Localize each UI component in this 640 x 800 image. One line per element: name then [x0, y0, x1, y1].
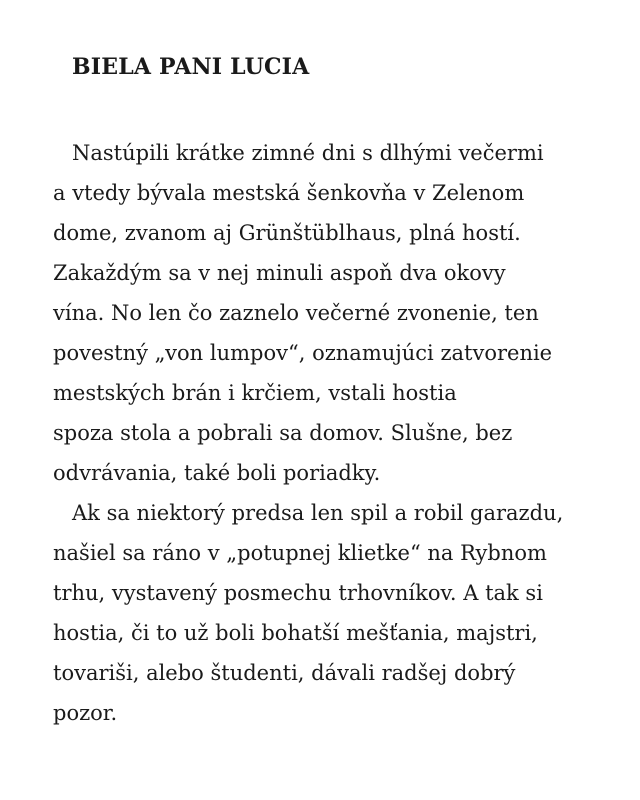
- text-line: Ak sa niektorý predsa len spil a robil garazdu,: [72, 501, 564, 525]
- text-line: a vtedy bývala mestská šenkovňa v Zelenom: [53, 181, 525, 205]
- text-line: Zakaždým sa v nej minuli aspoň dva okovy: [53, 261, 506, 285]
- paragraph-2: [53, 493, 613, 733]
- text-line: Nastúpili krátke zimné dni s dlhými večermi: [72, 141, 544, 165]
- text-line: hostia, či to už boli bohatší mešťania, majstri,: [53, 621, 538, 645]
- text-line: spoza stola a pobrali sa domov. Slušne, bez: [53, 421, 513, 445]
- text-line: odvrávania, také boli poriadky.: [53, 461, 381, 485]
- text-line: trhu, vystavený posmechu trhovníkov. A tak si: [53, 581, 543, 605]
- chapter-title: BIELA PANI LUCIA: [72, 54, 310, 80]
- text-line: dome, zvanom aj Grünštüblhaus, plná hostí.: [53, 221, 521, 245]
- text-line: tovariši, alebo študenti, dávali radšej dobrý: [53, 661, 516, 685]
- text-line: povestný „von lumpov“, oznamujúci zatvorenie: [53, 341, 553, 365]
- text-line: pozor.: [53, 701, 118, 725]
- text-line: vína. No len čo zaznelo večerné zvonenie, ten: [53, 301, 539, 325]
- text-line: našiel sa ráno v „potupnej klietke“ na Rybnom: [53, 541, 547, 565]
- paragraph-1: [53, 133, 613, 493]
- text-line: mestských brán i krčiem, vstali hostia: [53, 381, 457, 405]
- body-text: [53, 133, 613, 733]
